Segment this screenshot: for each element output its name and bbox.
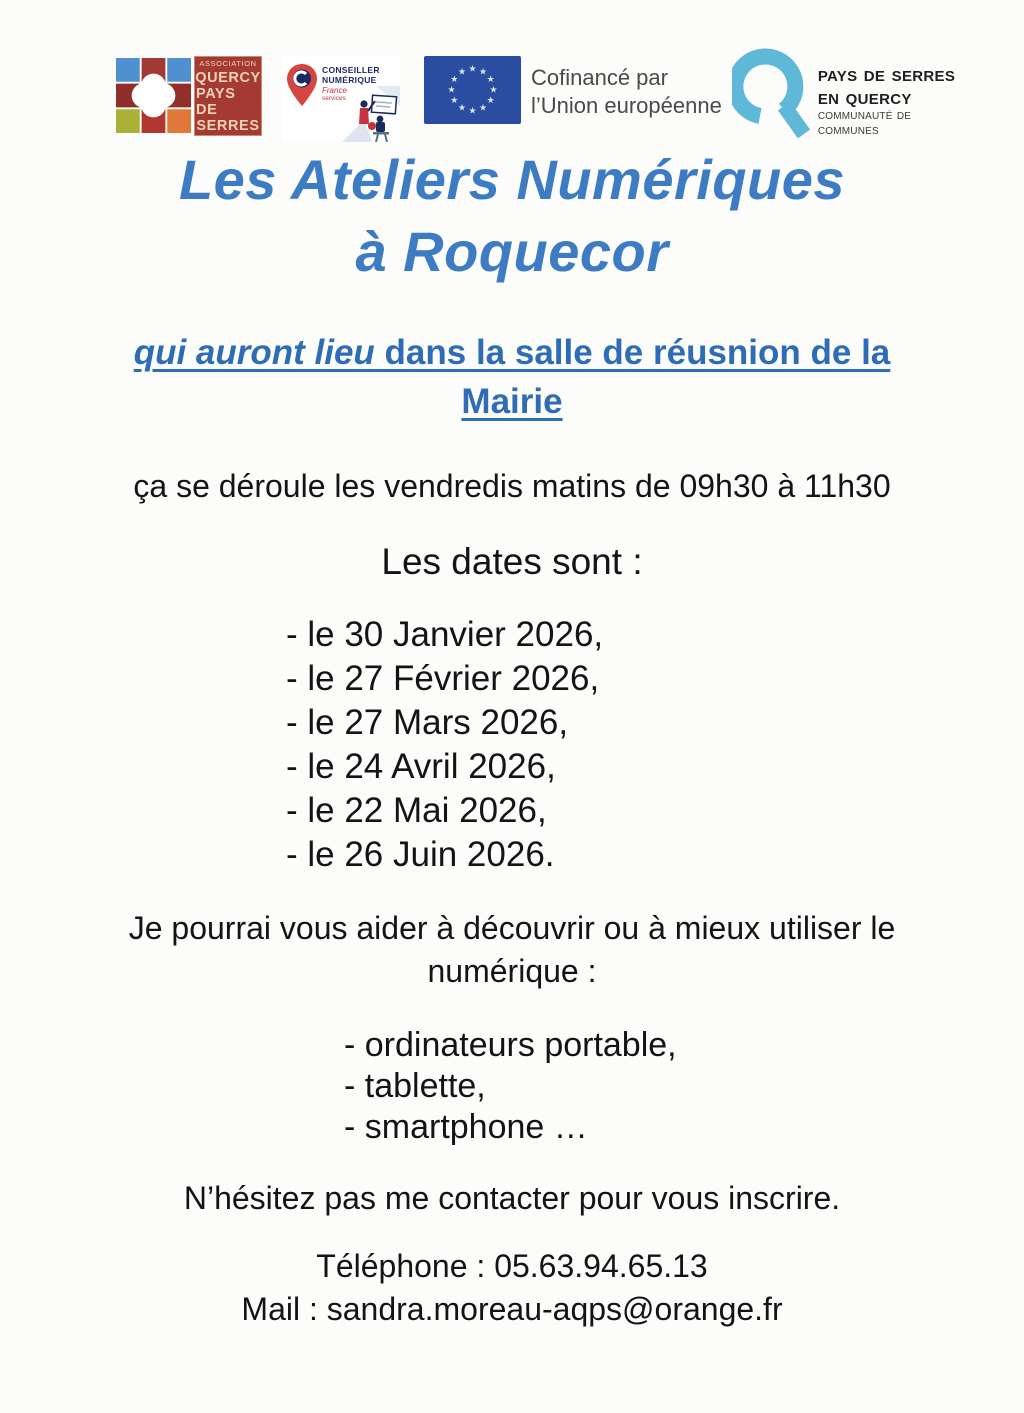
venue-italic: qui auront lieu	[133, 333, 375, 372]
date-item: - le 30 Janvier 2026,	[286, 615, 604, 654]
svg-text:★: ★	[450, 96, 459, 106]
device-item: - smartphone …	[344, 1108, 588, 1146]
eu-caption	[531, 56, 722, 124]
svg-text:★: ★	[457, 103, 467, 114]
svg-text:★: ★	[457, 67, 467, 78]
quercy-pays-de-serres-logo	[116, 56, 262, 136]
venue-line	[0, 377, 1024, 426]
schedule-text: ça se déroule les vendredis matins de 09h30 à 11h30	[133, 468, 891, 504]
svg-text:★: ★	[468, 106, 477, 117]
header-logos	[0, 0, 1024, 138]
q-logo-icon	[732, 44, 814, 148]
eu-caption-line: Cofinancé par	[531, 65, 668, 90]
device-item: - tablette,	[344, 1067, 486, 1105]
contact-cta: N’hésitez pas me contacter pour vous inscrire.	[183, 1180, 841, 1216]
conseiller-title: CONSEILLER	[322, 65, 380, 75]
dates-list	[286, 613, 1024, 877]
eu-flag-icon	[424, 56, 521, 124]
venue-rest: dans la salle de réusnion de la	[374, 333, 891, 372]
svg-text:★: ★	[486, 96, 495, 106]
phone-line: Téléphone : 05.63.94.65.13	[316, 1248, 708, 1284]
title-line: Les Ateliers Numériques	[178, 148, 846, 211]
venue-subtitle	[0, 328, 1024, 426]
location-pin-icon	[284, 62, 320, 110]
contact-block	[0, 1245, 1024, 1331]
quercy-text-panel	[194, 56, 262, 136]
pays-text	[818, 44, 955, 148]
communaute-label: communauté de	[817, 107, 912, 123]
services-label: services	[322, 95, 346, 102]
pays-de-serres-logo	[732, 44, 955, 148]
date-item: - le 24 Avril 2026,	[286, 747, 556, 786]
svg-text:★: ★	[450, 75, 459, 85]
mail-line: Mail : sandra.moreau-aqps@orange.fr	[241, 1291, 783, 1327]
date-item: - le 27 Mars 2026,	[286, 703, 569, 742]
svg-text:★: ★	[478, 67, 488, 78]
communaute-label: communes	[817, 122, 879, 138]
eu-caption-line: l’Union européenne	[531, 93, 722, 118]
venue-line	[0, 328, 1024, 377]
quercy-name-line: QUERCY	[195, 69, 261, 86]
svg-text:★: ★	[489, 85, 498, 96]
conseiller-numerique-logo	[282, 56, 400, 142]
date-item: - le 22 Mai 2026,	[286, 791, 547, 830]
devices-list	[344, 1025, 1024, 1148]
venue-line2: Mairie	[461, 382, 563, 421]
people-illustration	[342, 86, 400, 142]
pays-name-line: en quercy	[817, 84, 912, 109]
svg-text:★: ★	[468, 64, 477, 75]
title-line: à Roquecor	[355, 220, 669, 283]
pays-name-line: pays de serres	[817, 61, 956, 86]
date-item: - le 27 Février 2026,	[286, 659, 600, 698]
france-label: France	[322, 86, 347, 95]
quercy-grid-icon	[116, 56, 191, 135]
help-text	[0, 907, 1024, 993]
help-line: Je pourrai vous aider à découvrir ou à mieux utiliser le	[128, 910, 896, 946]
device-item: - ordinateurs portable,	[344, 1026, 677, 1064]
conseiller-title: NUMÉRIQUE	[322, 75, 377, 85]
svg-text:★: ★	[478, 103, 488, 114]
association-label: ASSOCIATION	[199, 58, 257, 68]
eu-cofinance-logo	[424, 56, 722, 124]
quercy-name-line: SERRES	[196, 117, 260, 134]
date-item: - le 26 Juin 2026.	[286, 835, 555, 874]
main-title	[0, 144, 1024, 288]
svg-text:★: ★	[486, 75, 495, 85]
quercy-name-line: PAYS DE	[196, 85, 236, 118]
help-line: numérique :	[427, 953, 597, 989]
dates-heading: Les dates sont :	[381, 541, 643, 582]
svg-text:★: ★	[447, 85, 456, 96]
